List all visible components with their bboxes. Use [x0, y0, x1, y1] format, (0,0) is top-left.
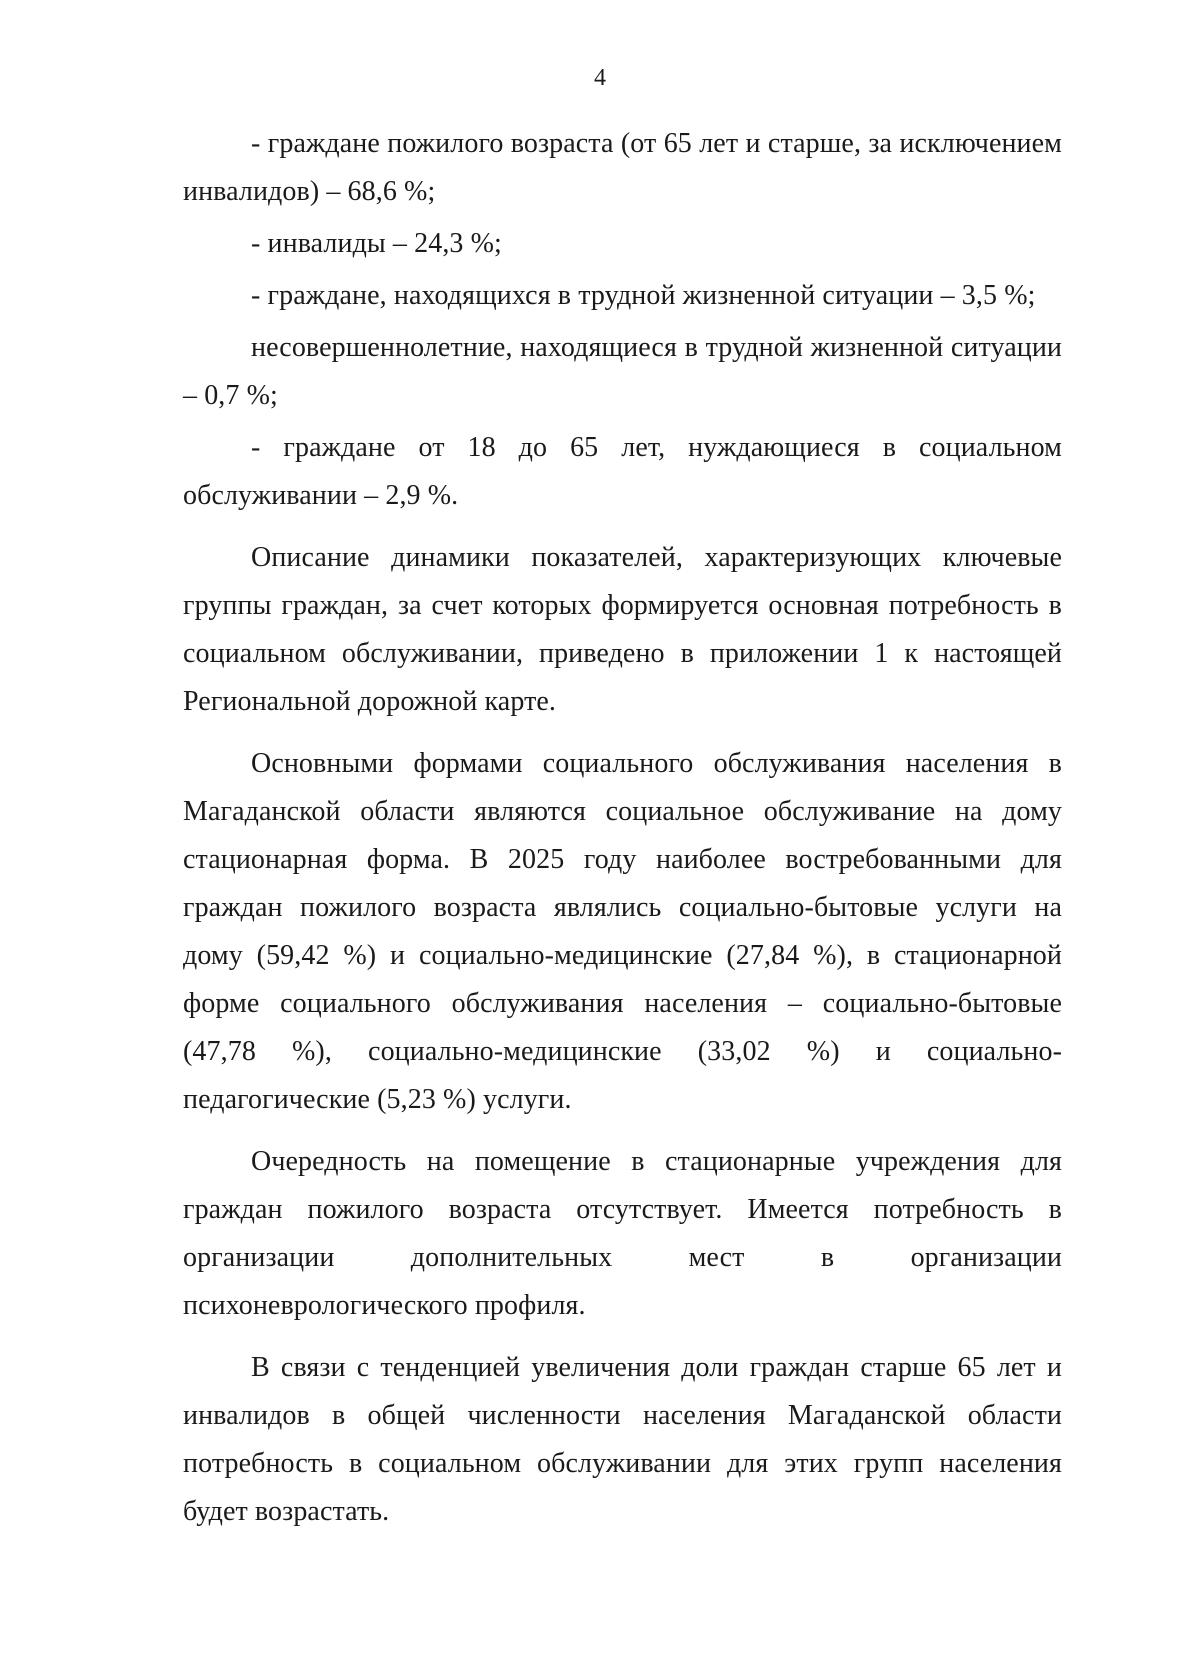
page-number: 4	[594, 65, 606, 91]
paragraph-service-forms: Основными формами социального обслуживания населения в Магаданской области являются социальное обслуживание на дому стационарная форма. В 2025 году наиболее востребованными для граждан пожилого возраста являлись социально-бытовые услуги на дому (59,42 %) и социально-медицинские (27,84 %), в стационарной форме социального обслуживания населения – социально-бытовые (47,78 %), социально-медицинские (33,02 %) и социально-педагогические (5,23 %) услуги.	[183, 748, 1062, 1115]
paragraph-waiting-list: Очередность на помещение в стационарные учреждения для граждан пожилого возраста отсутствует. Имеется потребность в организации дополнительных мест в организации психоневрологического профиля.	[183, 1146, 1062, 1321]
list-item-difficult-situation: - граждане, находящихся в трудной жизненной ситуации – 3,5 %;	[251, 280, 1036, 311]
list-item-disabled: - инвалиды – 24,3 %;	[251, 228, 502, 259]
paragraph-dynamics-description: Описание динамики показателей, характеризующих ключевые группы граждан, за счет которых формируется основная потребность в социальном обслуживании, приведено в приложении 1 к настоящей Региональной дорожной карте.	[183, 542, 1062, 717]
paragraph-trend-conclusion: В связи с тенденцией увеличения доли граждан старше 65 лет и инвалидов в общей численности населения Магаданской области потребность в социальном обслуживании для этих групп населения будет возрастать.	[183, 1352, 1062, 1527]
list-item-minors: несовершеннолетние, находящиеся в трудной жизненной ситуации – 0,7 %;	[183, 332, 1062, 411]
document-body	[183, 120, 1062, 1536]
list-item-adults-18-65: - граждане от 18 до 65 лет, нуждающиеся в социальном обслуживании – 2,9 %.	[183, 432, 1062, 511]
list-item-elderly: - граждане пожилого возраста (от 65 лет и старше, за исключением инвалидов) – 68,6 %;	[183, 128, 1062, 207]
